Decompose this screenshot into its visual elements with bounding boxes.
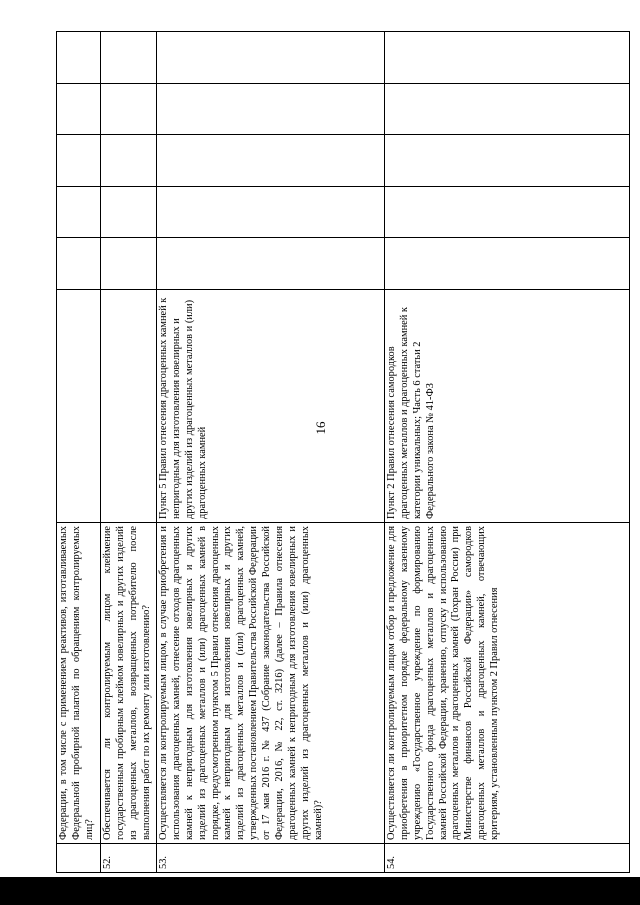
scan-border [0, 877, 640, 905]
answer-cell [385, 186, 630, 238]
table-row [385, 32, 630, 873]
answer-cell [385, 135, 630, 187]
notes-cell [157, 32, 385, 84]
answer-cell [57, 238, 101, 290]
answer-cell [57, 186, 101, 238]
answer-cell [101, 83, 157, 135]
notes-cell [385, 32, 630, 84]
answer-cell [57, 83, 101, 135]
row-number [57, 844, 101, 873]
row-number: 54. [385, 844, 630, 873]
answer-cell [101, 186, 157, 238]
question-cell: Федерации, в том числе с применением реактивов, изготавливаемых Федеральной пробирной палатой по обращениям контролируемых лиц? [57, 523, 101, 844]
answer-cell [157, 135, 385, 187]
answer-cell [385, 238, 630, 290]
table-row [101, 32, 157, 873]
answer-cell [57, 135, 101, 187]
reference-cell [101, 290, 157, 523]
table-row [157, 32, 385, 873]
answer-cell [101, 135, 157, 187]
row-number: 52. [101, 844, 157, 873]
answer-cell [101, 238, 157, 290]
reference-cell [57, 290, 101, 523]
row-number: 53. [157, 844, 385, 873]
reference-cell: Пункт 5 Правил отнесения драгоценных камней к непригодным для изготовления ювелирных и других изделий из драгоценных металлов и (или) драгоценных камней [157, 290, 385, 523]
reference-cell: Пункт 2 Правил отнесения самородков драгоценных металлов и драгоценных камней к категории уникальных; Часть 6 статьи 2 Федерального закона № 41-ФЗ [385, 290, 630, 523]
answer-cell [157, 186, 385, 238]
checklist-table [56, 31, 630, 873]
question-cell: Осуществляется ли контролируемым лицом отбор и предложение для приобретения в приоритетном порядке федеральному казенному учреждению «Государственное учреждение по формированию Государственного фонда драгоценных металлов и драгоценных камней Российской Федерации, хранению, отпуску и использованию драгоценных металлов и драгоценных камней (Гохран России) при Министерстве финансов Российской Федерации» самородков драгоценных металлов и драгоценных камней, отвечающих критериям, установленным пунктом 2 Правил отнесения [385, 523, 630, 844]
answer-cell [157, 238, 385, 290]
notes-cell [101, 32, 157, 84]
answer-cell [157, 83, 385, 135]
answer-cell [385, 83, 630, 135]
table-row [57, 32, 101, 873]
page-number: 16 [313, 421, 328, 435]
notes-cell [57, 32, 101, 84]
question-cell: Осуществляется ли контролируемым лицом, в случае приобретения и использования драгоценных камней, отнесение отходов драгоценных камней к непригодным для изготовления ювелирных и других изделий из драгоценных металлов и (или) драгоценных камней в порядке, предусмотренном пунктом 5 Правил отнесения драгоценных камней к непригодным для изготовления ювелирных и других изделий из драгоценных металлов и (или) драгоценных камней, утвержденных постановлением Правительства Российской Федерации от 17 мая 2016 г. № 437 (Собрание законодательства Российской Федерации, 2016, № 22, ст. 3216) (далее – Правила отнесения драгоценных камней к непригодным для изготовления ювелирных и других изделий из драгоценных металлов и (или) драгоценных камней)? [157, 523, 385, 844]
question-cell: Обеспечивается ли контролируемым лицом клеймение государственным пробирным клеймом ювелирных и других изделий из драгоценных металлов, возвращенных потребителю после выполнения работ по их ремонту или изготовлению? [101, 523, 157, 844]
rotated-table [56, 31, 630, 873]
